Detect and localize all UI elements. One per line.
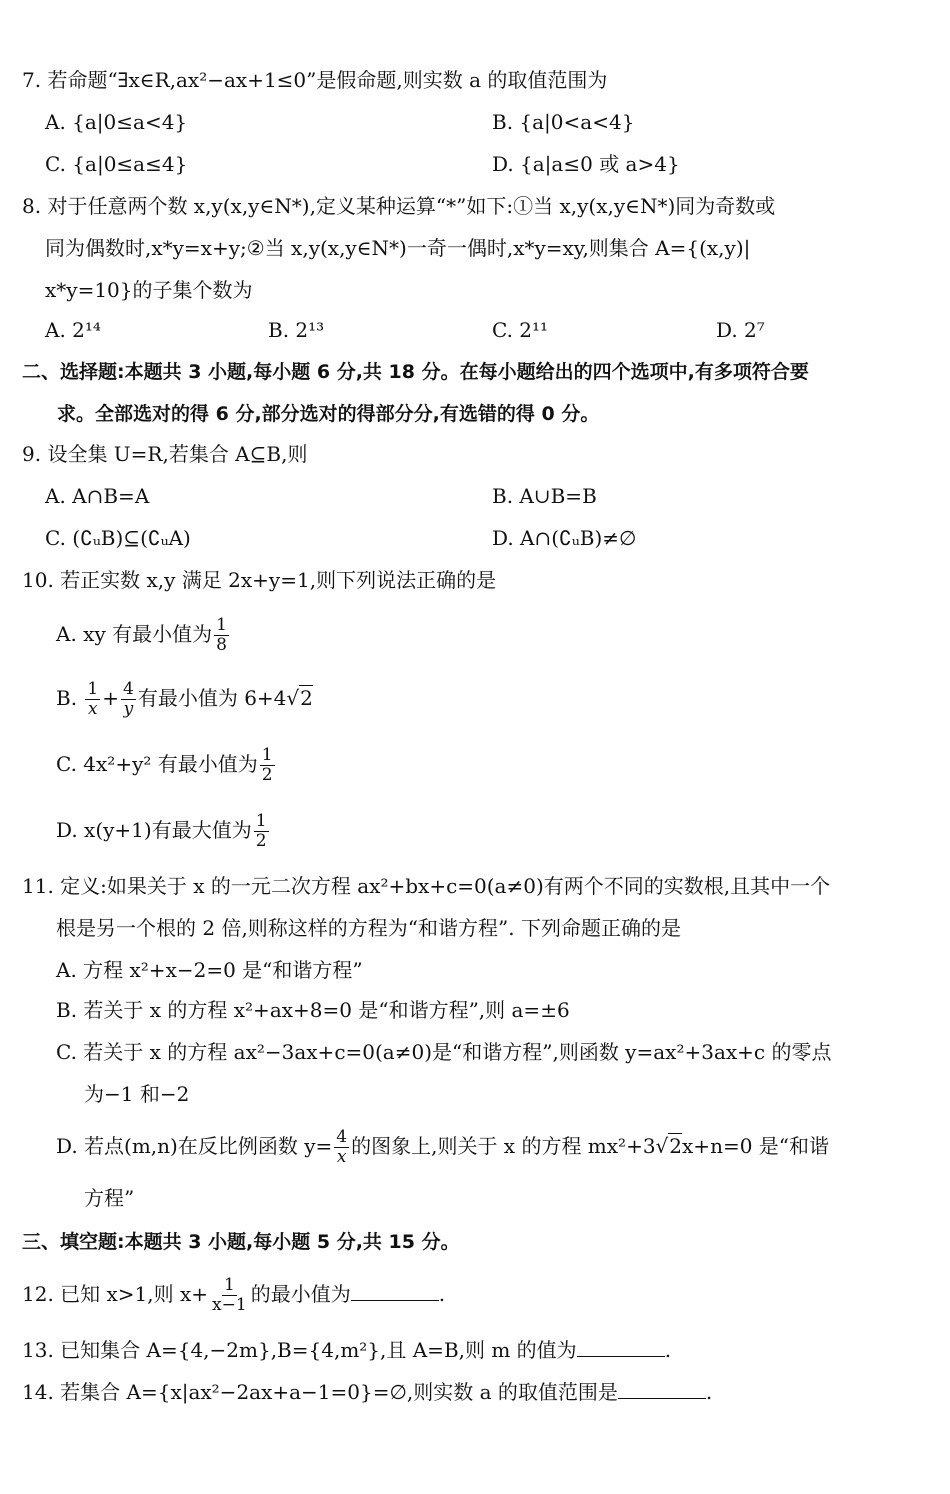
q7-option-c: C. {a|0≤a≤4}: [45, 152, 188, 176]
q10-option-b-text: 有最小值为 6+4: [137, 686, 287, 710]
q14-text: 14. 若集合 A={x|ax²−2ax+a−1=0}=∅,则实数 a 的取值范围是: [22, 1380, 618, 1404]
q9-option-b: B. A∪B=B: [492, 484, 597, 508]
q9-stem: 9. 设全集 U=R,若集合 A⊆B,则: [22, 442, 308, 466]
q9-option-d: D. A∩(∁ᵤB)≠∅: [492, 526, 637, 550]
q13-text: 13. 已知集合 A={4,−2m},B={4,m²},且 A=B,则 m 的值为: [22, 1338, 577, 1362]
q10-option-a-text: A. xy 有最小值为: [56, 622, 213, 646]
fraction-numerator: 1: [261, 745, 273, 765]
fraction-denominator: y: [123, 699, 134, 719]
fraction-denominator: x−1: [212, 1295, 247, 1315]
q9-option-c: C. (∁ᵤB)⊆(∁ᵤA): [45, 526, 191, 550]
plus-sign: +: [102, 686, 120, 710]
q12-text-post: 的最小值为: [250, 1282, 351, 1306]
q10-option-b-radicand: 2: [300, 686, 313, 710]
q8-stem-line3: x*y=10}的子集个数为: [45, 278, 253, 302]
q10-option-b-label: B.: [56, 686, 78, 710]
q12-answer-blank[interactable]: [351, 1280, 439, 1301]
section-2-heading-line2: 求。全部选对的得 6 分,部分选对的得部分分,有选错的得 0 分。: [57, 403, 600, 425]
q11-option-d-line1: [56, 1126, 829, 1167]
q7-stem: 7. 若命题“∃x∈R,ax²−ax+1≤0”是假命题,则实数 a 的取值范围为: [22, 68, 608, 92]
q8-option-c: C. 2¹¹: [492, 318, 549, 342]
section-2-heading-line1: 二、选择题:本题共 3 小题,每小题 6 分,共 18 分。在每小题给出的四个选项中,有多项符合要: [22, 361, 809, 383]
fraction-denominator: 2: [261, 765, 273, 785]
q10-option-c-fraction: [260, 746, 275, 785]
fraction-numerator: 1: [223, 1275, 235, 1295]
q11-stem-line2: 根是另一个根的 2 倍,则称这样的方程为“和谐方程”. 下列命题正确的是: [56, 916, 681, 940]
fraction-numerator: 4: [123, 679, 134, 699]
q10-stem: 10. 若正实数 x,y 满足 2x+y=1,则下列说法正确的是: [22, 568, 497, 592]
q12-end-period: .: [438, 1282, 446, 1306]
q10-option-b-fraction-2: [121, 680, 136, 719]
q10-option-b: [56, 678, 313, 719]
q11-option-a: A. 方程 x²+x−2=0 是“和谐方程”: [56, 958, 363, 982]
q11-option-c-line1: C. 若关于 x 的方程 ax²−3ax+c=0(a≠0)是“和谐方程”,则函数 y=ax²+3ax+c 的零点: [56, 1040, 832, 1064]
section-3-heading: 三、填空题:本题共 3 小题,每小题 5 分,共 15 分。: [22, 1231, 460, 1253]
q10-option-b-fraction-1: [85, 680, 100, 719]
q12: [22, 1274, 445, 1315]
q9-option-a: A. A∩B=A: [45, 484, 150, 508]
sqrt-icon: √: [655, 1134, 669, 1158]
fraction-numerator: 1: [216, 615, 227, 635]
q12-text-pre: 12. 已知 x>1,则 x+: [22, 1282, 209, 1306]
q11-option-d-line2: 方程”: [84, 1186, 135, 1210]
q8-stem-line1: 8. 对于任意两个数 x,y(x,y∈N*),定义某种运算“*”如下:①当 x,y(x,y∈N*)同为奇数或: [22, 194, 776, 218]
q10-option-d-fraction: [254, 812, 269, 851]
q14-answer-blank[interactable]: [618, 1378, 706, 1399]
q10-option-d-text: D. x(y+1)有最大值为: [56, 818, 252, 842]
q14: [22, 1378, 712, 1406]
q11-option-d-text-pre: D. 若点(m,n)在反比例函数 y=: [56, 1134, 333, 1158]
fraction-numerator: 4: [336, 1127, 348, 1147]
fraction-denominator: 2: [255, 831, 267, 851]
q8-option-d: D. 2⁷: [716, 318, 765, 342]
q11-option-d-fraction: [334, 1128, 349, 1167]
q8-option-a: A. 2¹⁴: [45, 318, 101, 342]
q7-option-d: D. {a|a≤0 或 a>4}: [492, 152, 680, 176]
q11-option-d-text-mid: 的图象上,则关于 x 的方程 mx²+3: [351, 1134, 656, 1158]
fraction-denominator: x: [336, 1147, 347, 1167]
q11-option-d-text-post: x+n=0 是“和谐: [682, 1134, 830, 1158]
q8-option-b: B. 2¹³: [268, 318, 325, 342]
q11-stem-line1: 11. 定义:如果关于 x 的一元二次方程 ax²+bx+c=0(a≠0)有两个不同的实数根,且其中一个: [22, 874, 831, 898]
q13-end-period: .: [664, 1338, 672, 1362]
q7-option-b: B. {a|0<a<4}: [492, 110, 635, 134]
q10-option-a-fraction: [214, 616, 229, 655]
q10-option-d: [56, 810, 271, 851]
fraction-numerator: 1: [255, 811, 267, 831]
q14-end-period: .: [705, 1380, 713, 1404]
fraction-numerator: 1: [87, 679, 99, 699]
sqrt-icon: √: [286, 686, 300, 710]
q11-option-b: B. 若关于 x 的方程 x²+ax+8=0 是“和谐方程”,则 a=±6: [56, 998, 570, 1022]
q7-option-a: A. {a|0≤a<4}: [45, 110, 188, 134]
fraction-denominator: 8: [216, 635, 227, 655]
q11-option-d-radicand: 2: [669, 1134, 683, 1158]
q11-option-c-line2: 为−1 和−2: [84, 1082, 190, 1106]
q12-fraction: [210, 1276, 249, 1315]
q13-answer-blank[interactable]: [577, 1336, 665, 1357]
fraction-denominator: x: [88, 699, 98, 719]
q10-option-a: [56, 614, 231, 655]
q10-option-c: [56, 744, 277, 785]
q10-option-c-text: C. 4x²+y² 有最小值为: [56, 752, 258, 776]
q13: [22, 1336, 671, 1364]
q8-stem-line2: 同为偶数时,x*y=x+y;②当 x,y(x,y∈N*)一奇一偶时,x*y=xy,则集合 A={(x,y)|: [45, 236, 751, 260]
